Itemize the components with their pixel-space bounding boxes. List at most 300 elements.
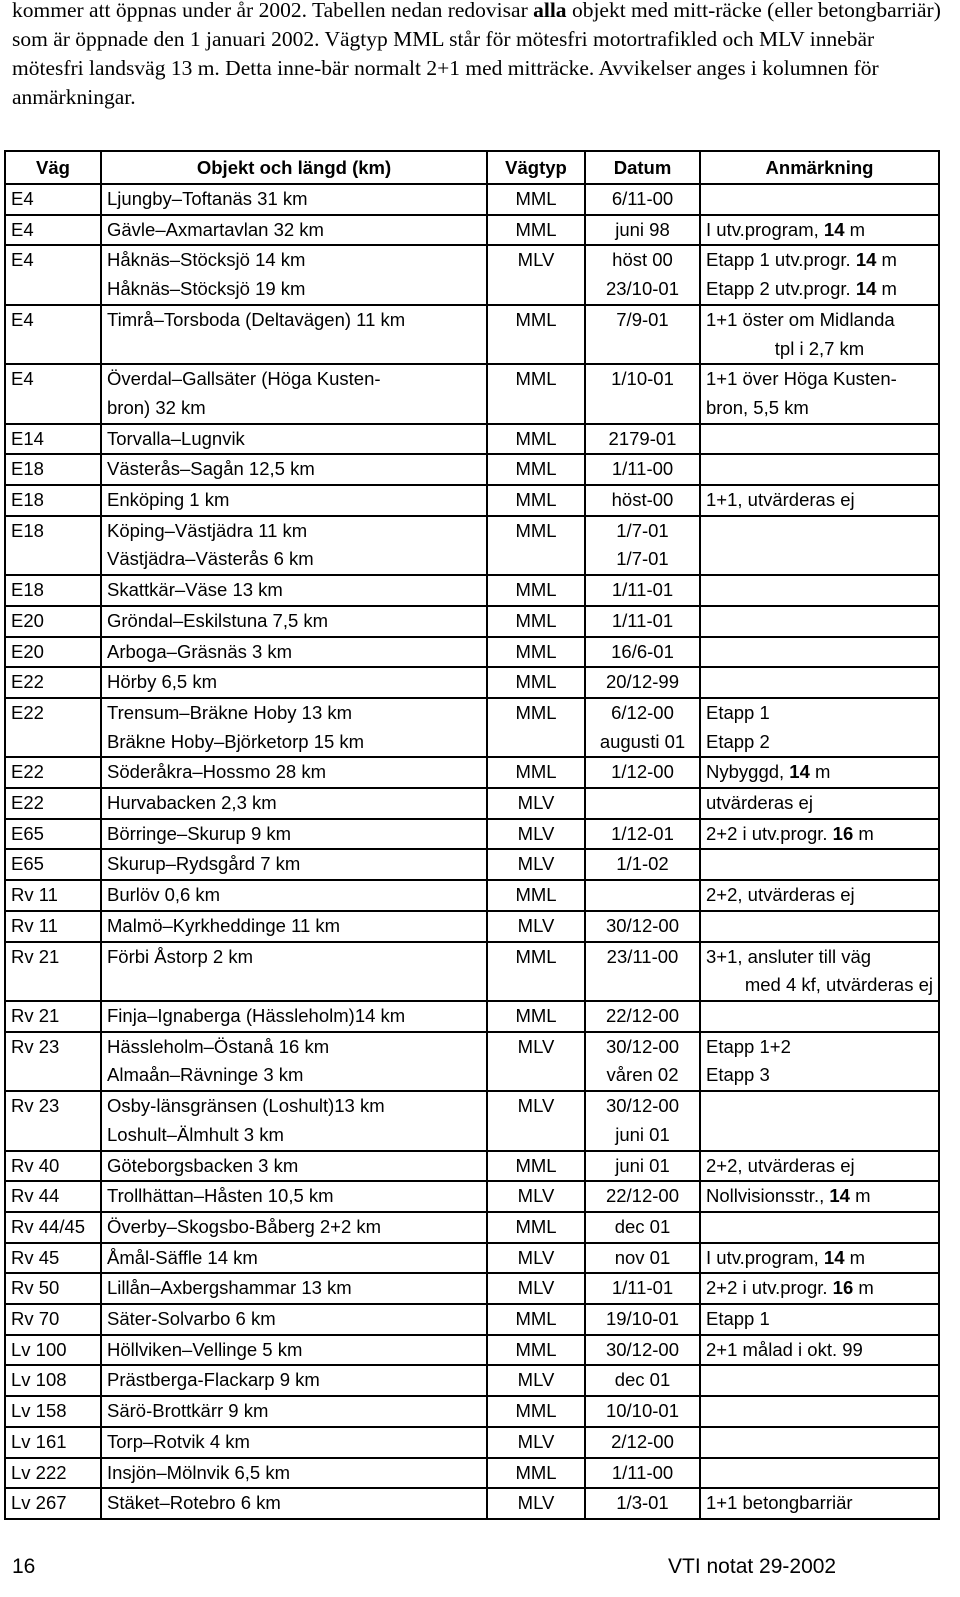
cell-datum (585, 1151, 700, 1182)
objekt-line: Torvalla–Lugnvik (107, 427, 245, 449)
cell-objekt (101, 1091, 487, 1150)
datum-line: 1/10-01 (611, 368, 674, 390)
datum-line: 19/10-01 (605, 1308, 680, 1330)
datum-line: juni 01 (615, 1154, 670, 1176)
cell-objekt (101, 1427, 487, 1458)
datum-line: 22/12-00 (605, 1004, 680, 1026)
anmarkning-segment: I utv.program, (706, 218, 824, 240)
cell-datum (585, 1335, 700, 1366)
cell-vag: E18 (5, 516, 101, 575)
anmarkning-segment: Nybyggd, (706, 761, 790, 783)
anmarkning-line (706, 1336, 933, 1365)
cell-objekt (101, 667, 487, 698)
datum-line: juni 98 (615, 218, 670, 240)
cell-vagtyp: MML (487, 424, 585, 455)
datum-line: 16/6-01 (611, 640, 674, 662)
cell-objekt (101, 454, 487, 485)
cell-anmarkning (700, 698, 939, 757)
table-row (5, 575, 939, 606)
objekt-line: Stäket–Rotebro 6 km (107, 1492, 281, 1514)
cell-vagtyp: MML (487, 1151, 585, 1182)
anmarkning-line (706, 216, 933, 245)
cell-anmarkning (700, 1181, 939, 1212)
publication-id: VTI notat 29-2002 (668, 1555, 837, 1578)
cell-objekt (101, 1273, 487, 1304)
datum-line: 30/12-00 (605, 1035, 680, 1057)
datum-line: 6/12-00 (611, 701, 674, 723)
cell-objekt (101, 1181, 487, 1212)
datum-line: 1/7-01 (616, 548, 669, 570)
table-row (5, 1212, 939, 1243)
cell-vag: Rv 70 (5, 1304, 101, 1335)
cell-objekt (101, 1335, 487, 1366)
cell-anmarkning (700, 1243, 939, 1274)
anmarkning-line (706, 1182, 933, 1211)
cell-anmarkning (700, 245, 939, 304)
cell-datum (585, 184, 700, 215)
anmarkning-segment: m (853, 1277, 874, 1299)
table-row (5, 911, 939, 942)
table-row (5, 788, 939, 819)
cell-vagtyp: MLV (487, 1427, 585, 1458)
cell-vag: E20 (5, 606, 101, 637)
objekt-line: Osby-länsgränsen (Loshult)13 km (107, 1095, 385, 1117)
cell-datum (585, 1001, 700, 1032)
anmarkning-segment: Etapp 2 (706, 730, 770, 752)
cell-objekt (101, 575, 487, 606)
objekt-line: Söderåkra–Hossmo 28 km (107, 761, 327, 783)
cell-objekt (101, 819, 487, 850)
objekt-line: Hörby 6,5 km (107, 671, 218, 693)
cell-datum (585, 516, 700, 575)
table-row (5, 757, 939, 788)
anmarkning-segment: 14 (789, 761, 810, 783)
cell-vag: E20 (5, 637, 101, 668)
anmarkning-segment: 1+1, utvärderas ej (706, 489, 855, 511)
objekt-line: bron) 32 km (107, 396, 206, 418)
cell-vagtyp: MLV (487, 1488, 585, 1519)
cell-objekt (101, 1001, 487, 1032)
cell-vag: E4 (5, 215, 101, 246)
cell-objekt (101, 1243, 487, 1274)
cell-datum (585, 637, 700, 668)
anmarkning-line (706, 728, 933, 757)
objekt-line: Skattkär–Väse 13 km (107, 579, 283, 601)
anmarkning-line (706, 789, 933, 818)
table-row (5, 1458, 939, 1489)
anmarkning-line (706, 335, 933, 364)
cell-datum (585, 1304, 700, 1335)
objekt-line: Timrå–Torsboda (Deltavägen) 11 km (107, 308, 406, 330)
objekt-line: Hurvabacken 2,3 km (107, 792, 277, 814)
cell-anmarkning (700, 1304, 939, 1335)
anmarkning-line (706, 971, 933, 1000)
cell-vag: Rv 50 (5, 1273, 101, 1304)
anmarkning-line (706, 486, 933, 515)
anmarkning-line (706, 246, 933, 275)
table-body (5, 184, 939, 1519)
cell-vagtyp: MLV (487, 1181, 585, 1212)
anmarkning-line (706, 306, 933, 335)
cell-datum (585, 1032, 700, 1091)
objekt-line: Börringe–Skurup 9 km (107, 822, 292, 844)
header-anmarkning: Anmärkning (700, 151, 939, 184)
intro-text-2: objekt med mitt-räcke (eller betongbarriär) som är öppnade den 1 januari 2002. Vägtyp MML står för mötesfri motortrafikled och MLV innebär mötesfri landsväg 13 m. Detta inne-bär normalt 2+1 med mitträcke. Avvikelser anges i kolumnen för anmärkningar. (12, 0, 941, 109)
table-row (5, 1181, 939, 1212)
anmarkning-segment: bron, 5,5 km (706, 396, 809, 418)
cell-objekt (101, 1304, 487, 1335)
anmarkning-segment: m (809, 761, 831, 783)
anmarkning-segment: 1+1 betongbarriär (706, 1492, 853, 1514)
table-row (5, 637, 939, 668)
table-row (5, 1427, 939, 1458)
datum-line: 2179-01 (608, 427, 677, 449)
anmarkning-segment: 14 (823, 1246, 845, 1268)
cell-vag: E65 (5, 849, 101, 880)
objekt-line: Västerås–Sagån 12,5 km (107, 458, 315, 480)
table-row (5, 1032, 939, 1091)
objekt-line: Köping–Västjädra 11 km (107, 519, 308, 541)
cell-objekt (101, 424, 487, 455)
table-row (5, 364, 939, 423)
datum-line: höst-00 (611, 489, 674, 511)
cell-vagtyp: MLV (487, 849, 585, 880)
datum-line: 1/11-01 (611, 1277, 674, 1299)
cell-vag: Lv 267 (5, 1488, 101, 1519)
cell-vag: E18 (5, 575, 101, 606)
objekt-line: Skurup–Rydsgård 7 km (107, 853, 301, 875)
header-objekt: Objekt och längd (km) (101, 151, 487, 184)
anmarkning-segment: m (853, 822, 874, 844)
cell-datum (585, 911, 700, 942)
anmarkning-segment: Etapp 1+2 (706, 1035, 791, 1057)
cell-datum (585, 1212, 700, 1243)
cell-anmarkning (700, 788, 939, 819)
cell-objekt (101, 1396, 487, 1427)
cell-anmarkning (700, 1396, 939, 1427)
cell-vagtyp: MLV (487, 1091, 585, 1150)
cell-datum (585, 942, 700, 1001)
cell-vagtyp: MML (487, 880, 585, 911)
datum-line: 30/12-00 (605, 914, 680, 936)
datum-line: höst 00 (612, 249, 673, 271)
datum-line: nov 01 (614, 1246, 671, 1268)
table-row (5, 1335, 939, 1366)
anmarkning-segment: 1+1 över Höga Kusten- (706, 368, 897, 390)
table-row (5, 698, 939, 757)
objekt-line: Ljungby–Toftanäs 31 km (107, 188, 308, 209)
datum-line: 1/7-01 (616, 519, 669, 541)
cell-objekt (101, 1458, 487, 1489)
cell-anmarkning (700, 424, 939, 455)
table-row (5, 245, 939, 304)
page-number: 16 (12, 1555, 36, 1578)
road-objects-table (4, 150, 940, 1520)
objekt-line: Hässleholm–Östanå 16 km (107, 1035, 330, 1057)
objekt-line: Burlöv 0,6 km (107, 884, 221, 906)
anmarkning-segment: m (876, 278, 897, 300)
cell-vagtyp: MML (487, 454, 585, 485)
datum-line: 30/12-00 (605, 1338, 680, 1360)
cell-datum (585, 880, 700, 911)
datum-line: 1/12-00 (611, 761, 674, 783)
anmarkning-segment: m (849, 1185, 871, 1207)
cell-anmarkning (700, 1427, 939, 1458)
objekt-line: Gröndal–Eskilstuna 7,5 km (107, 609, 329, 631)
cell-anmarkning (700, 911, 939, 942)
anmarkning-line (706, 365, 933, 394)
table-row (5, 184, 939, 215)
cell-vag: E65 (5, 819, 101, 850)
table-row (5, 1151, 939, 1182)
cell-vag: Rv 40 (5, 1151, 101, 1182)
cell-vag: Lv 108 (5, 1365, 101, 1396)
cell-anmarkning (700, 1488, 939, 1519)
cell-vagtyp: MML (487, 1458, 585, 1489)
table-row (5, 454, 939, 485)
anmarkning-line (706, 1152, 933, 1181)
cell-vagtyp: MML (487, 1212, 585, 1243)
cell-objekt (101, 364, 487, 423)
table-row (5, 1001, 939, 1032)
anmarkning-segment: 14 (855, 249, 877, 271)
table-row (5, 305, 939, 364)
cell-anmarkning (700, 637, 939, 668)
anmarkning-line (706, 820, 933, 849)
cell-vagtyp: MML (487, 1396, 585, 1427)
cell-datum (585, 788, 700, 819)
intro-bold-word: alla (533, 0, 567, 22)
cell-datum (585, 485, 700, 516)
cell-datum (585, 606, 700, 637)
cell-anmarkning (700, 1151, 939, 1182)
cell-objekt (101, 757, 487, 788)
cell-vag: E4 (5, 184, 101, 215)
cell-vagtyp: MLV (487, 819, 585, 850)
datum-line: 2/12-00 (611, 1430, 674, 1452)
table-header-row (5, 151, 939, 184)
table-row (5, 1365, 939, 1396)
cell-vag: Rv 21 (5, 942, 101, 1001)
anmarkning-line (706, 1244, 933, 1273)
anmarkning-line (706, 699, 933, 728)
cell-datum (585, 1273, 700, 1304)
cell-vagtyp: MML (487, 606, 585, 637)
cell-vagtyp: MLV (487, 911, 585, 942)
table-row (5, 1273, 939, 1304)
anmarkning-segment: m (876, 249, 897, 271)
cell-vag: E18 (5, 454, 101, 485)
anmarkning-segment: 16 (832, 822, 854, 844)
table-row (5, 215, 939, 246)
cell-datum (585, 1458, 700, 1489)
datum-line: 1/11-00 (611, 1461, 674, 1483)
cell-datum (585, 698, 700, 757)
cell-datum (585, 245, 700, 304)
cell-vag: Lv 158 (5, 1396, 101, 1427)
cell-objekt (101, 849, 487, 880)
cell-anmarkning (700, 516, 939, 575)
intro-paragraph (12, 0, 942, 112)
cell-anmarkning (700, 575, 939, 606)
datum-line: 30/12-00 (605, 1095, 680, 1117)
datum-line: 22/12-00 (605, 1185, 680, 1207)
cell-vag: Lv 100 (5, 1335, 101, 1366)
cell-vag: Lv 222 (5, 1458, 101, 1489)
cell-vag: E4 (5, 305, 101, 364)
cell-anmarkning (700, 849, 939, 880)
datum-line: våren 02 (606, 1064, 679, 1086)
cell-vagtyp: MML (487, 184, 585, 215)
header-vagtyp: Vägtyp (487, 151, 585, 184)
cell-objekt (101, 1488, 487, 1519)
cell-objekt (101, 1212, 487, 1243)
cell-objekt (101, 637, 487, 668)
table-row (5, 1243, 939, 1274)
cell-datum (585, 1243, 700, 1274)
table-row (5, 1488, 939, 1519)
cell-anmarkning (700, 1091, 939, 1150)
cell-vagtyp: MML (487, 942, 585, 1001)
cell-datum (585, 1091, 700, 1150)
objekt-line: Överdal–Gallsäter (Höga Kusten- (107, 368, 381, 390)
objekt-line: Enköping 1 km (107, 489, 230, 511)
cell-vagtyp: MML (487, 698, 585, 757)
cell-anmarkning (700, 942, 939, 1001)
cell-objekt (101, 606, 487, 637)
table-row (5, 880, 939, 911)
table-row (5, 1091, 939, 1150)
objekt-line: Håknäs–Stöcksjö 19 km (107, 278, 306, 300)
datum-line: 7/9-01 (616, 308, 669, 330)
datum-line: 20/12-99 (605, 671, 680, 693)
header-datum: Datum (585, 151, 700, 184)
datum-line: 6/11-00 (611, 188, 674, 209)
objekt-line: Prästberga-Flackarp 9 km (107, 1369, 320, 1391)
cell-anmarkning (700, 606, 939, 637)
datum-line: 1/1-02 (616, 853, 669, 875)
cell-objekt (101, 245, 487, 304)
cell-vag: E22 (5, 788, 101, 819)
cell-vagtyp: MML (487, 305, 585, 364)
datum-line: augusti 01 (599, 730, 686, 752)
cell-vagtyp: MLV (487, 1243, 585, 1274)
anmarkning-segment: 2+2 i utv.progr. (706, 822, 833, 844)
cell-anmarkning (700, 819, 939, 850)
objekt-line: Västjädra–Västerås 6 km (107, 548, 314, 570)
cell-anmarkning (700, 1032, 939, 1091)
cell-datum (585, 454, 700, 485)
anmarkning-segment: 3+1, ansluter till väg (706, 945, 872, 967)
cell-objekt (101, 215, 487, 246)
cell-anmarkning (700, 667, 939, 698)
objekt-line: Överby–Skogsbo-Båberg 2+2 km (107, 1215, 382, 1237)
objekt-line: Trensum–Bräkne Hoby 13 km (107, 701, 353, 723)
objekt-line: Insjön–Mölnvik 6,5 km (107, 1461, 291, 1483)
anmarkning-segment: 14 (829, 1185, 850, 1207)
anmarkning-segment: Etapp 1 (706, 1308, 770, 1330)
anmarkning-segment: m (844, 218, 866, 240)
anmarkning-line (706, 1274, 933, 1303)
cell-anmarkning (700, 1273, 939, 1304)
table-row (5, 516, 939, 575)
datum-line: 1/11-01 (611, 579, 674, 601)
objekt-line: Loshult–Älmhult 3 km (107, 1123, 284, 1145)
anmarkning-segment: 2+2 i utv.progr. (706, 1277, 833, 1299)
cell-anmarkning (700, 757, 939, 788)
cell-vag: Rv 23 (5, 1032, 101, 1091)
cell-vagtyp: MML (487, 1001, 585, 1032)
anmarkning-line (706, 758, 933, 787)
cell-objekt (101, 485, 487, 516)
objekt-line: Säter-Solvarbo 6 km (107, 1308, 276, 1330)
anmarkning-line (706, 881, 933, 910)
anmarkning-segment: 16 (832, 1277, 854, 1299)
table-row (5, 485, 939, 516)
cell-objekt (101, 1365, 487, 1396)
cell-vag: E14 (5, 424, 101, 455)
cell-anmarkning (700, 1365, 939, 1396)
cell-objekt (101, 880, 487, 911)
anmarkning-segment: 2+1 målad i okt. 99 (706, 1338, 863, 1360)
table-row (5, 942, 939, 1001)
anmarkning-line (706, 394, 933, 423)
cell-anmarkning (700, 1335, 939, 1366)
intro-text-1: kommer att öppnas under år 2002. Tabellen nedan redovisar (12, 0, 534, 22)
objekt-line: Almaån–Rävninge 3 km (107, 1064, 304, 1086)
objekt-line: Åmål-Säffle 14 km (107, 1246, 258, 1268)
cell-vag: Lv 161 (5, 1427, 101, 1458)
anmarkning-segment: Etapp 1 (706, 701, 770, 723)
anmarkning-segment: Etapp 3 (706, 1064, 770, 1086)
cell-datum (585, 575, 700, 606)
datum-line: 10/10-01 (605, 1400, 680, 1422)
datum-line: dec 01 (614, 1369, 671, 1391)
cell-objekt (101, 698, 487, 757)
cell-anmarkning (700, 184, 939, 215)
objekt-line: Gävle–Axmartavlan 32 km (107, 218, 324, 240)
cell-datum (585, 305, 700, 364)
cell-vag: Rv 11 (5, 911, 101, 942)
cell-vag: Rv 23 (5, 1091, 101, 1150)
datum-line: juni 01 (615, 1123, 670, 1145)
anmarkning-line (706, 1061, 933, 1090)
cell-vagtyp: MML (487, 516, 585, 575)
anmarkning-segment: utvärderas ej (706, 792, 813, 814)
cell-datum (585, 1396, 700, 1427)
anmarkning-segment: tpl i 2,7 km (774, 337, 865, 359)
cell-vagtyp: MML (487, 1335, 585, 1366)
cell-vagtyp: MLV (487, 1032, 585, 1091)
objekt-line: Höllviken–Vellinge 5 km (107, 1338, 303, 1360)
datum-line: 1/11-00 (611, 458, 674, 480)
objekt-line: Finja–Ignaberga (Hässleholm)14 km (107, 1004, 406, 1026)
cell-datum (585, 364, 700, 423)
anmarkning-line (706, 943, 933, 972)
cell-vag: E22 (5, 698, 101, 757)
table-row (5, 606, 939, 637)
datum-line: 23/10-01 (605, 278, 680, 300)
cell-datum (585, 1181, 700, 1212)
anmarkning-segment: 2+2, utvärderas ej (706, 884, 855, 906)
anmarkning-line (706, 1033, 933, 1062)
datum-line: 1/12-01 (611, 822, 674, 844)
cell-anmarkning (700, 485, 939, 516)
cell-vagtyp: MML (487, 757, 585, 788)
cell-vag: Rv 44/45 (5, 1212, 101, 1243)
objekt-line: Malmö–Kyrkheddinge 11 km (107, 914, 341, 936)
datum-line: 1/3-01 (616, 1492, 669, 1514)
